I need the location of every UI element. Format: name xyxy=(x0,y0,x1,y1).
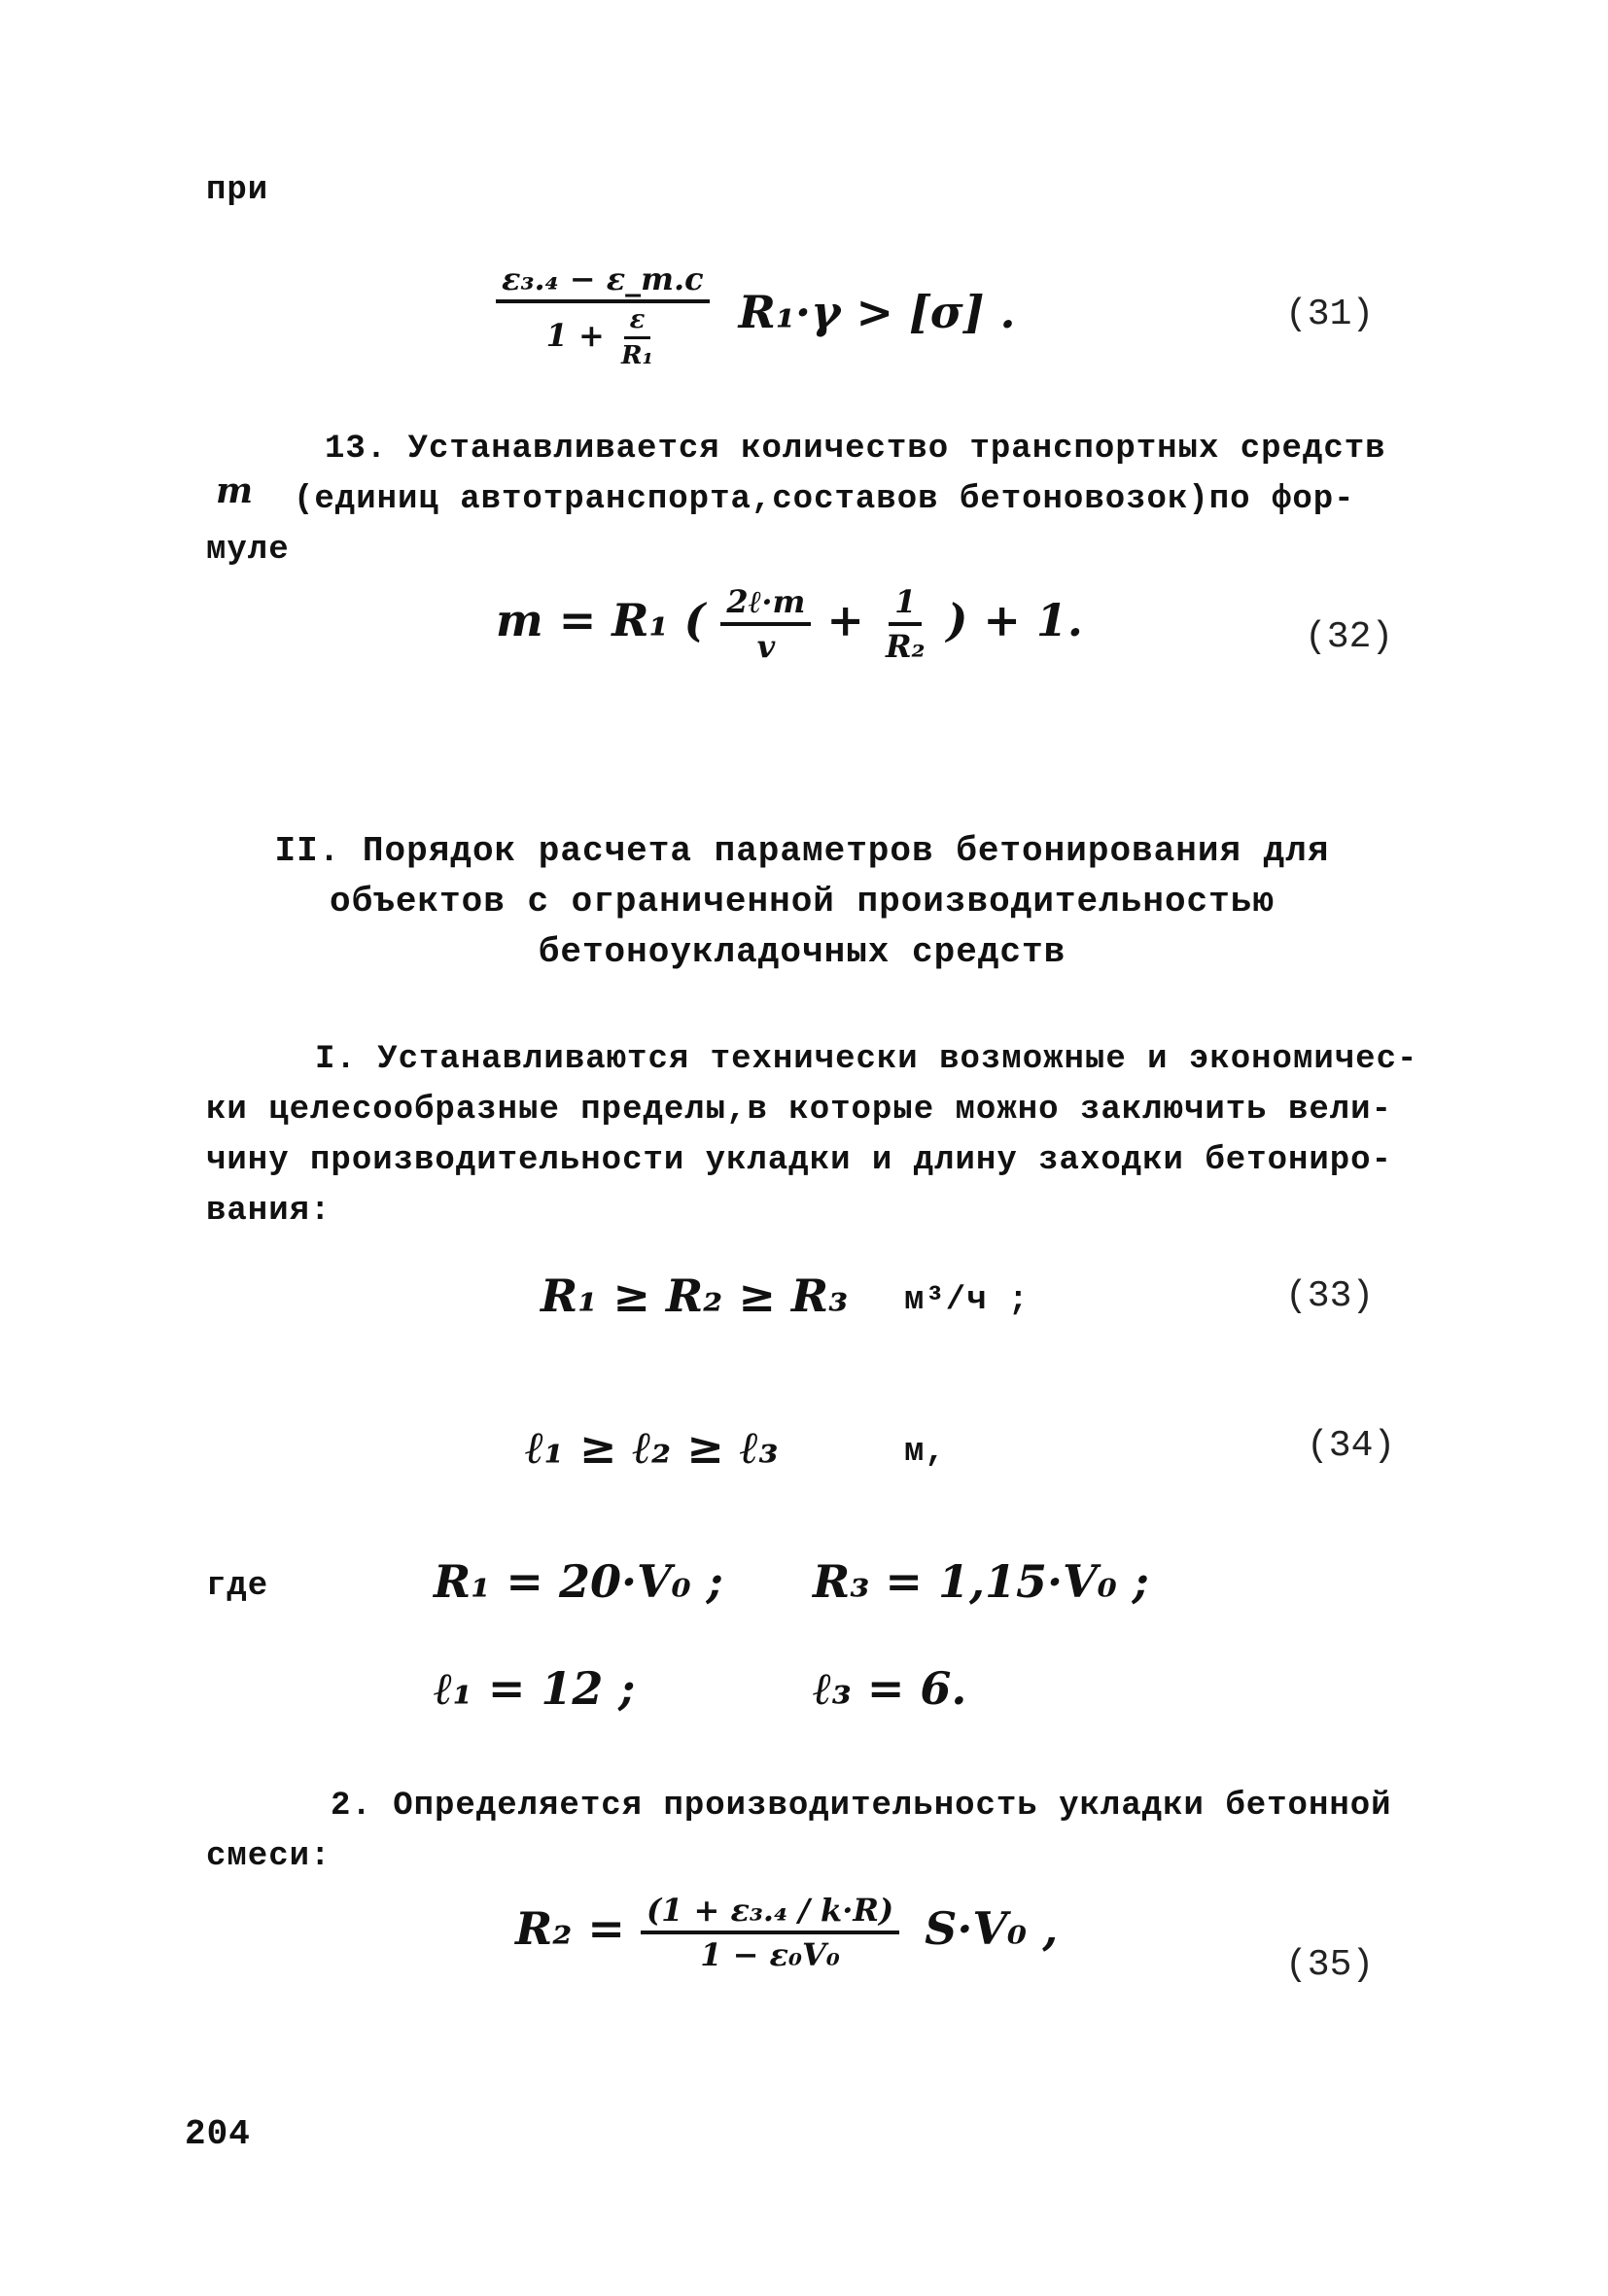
eq34-expression: ℓ₁ ≥ ℓ₂ ≥ ℓ₃ xyxy=(525,1421,779,1474)
paragraph-1 xyxy=(206,1034,1431,1236)
para2-line-1: 2. Определяется производительность укладки бетонной xyxy=(331,1788,1392,1825)
para13-line-3: муле xyxy=(206,532,290,569)
para2-line-2: смеси: xyxy=(206,1838,332,1875)
eq34-unit: м, xyxy=(904,1434,946,1471)
eq31-inner-num: ε xyxy=(624,305,651,339)
section2-line-2: объектов с ограниченной производительностью xyxy=(330,882,1275,922)
section2-line-3: бетоноукладочных средств xyxy=(538,932,1066,972)
eq32-frac1-den: v xyxy=(756,628,776,665)
eq33-unit: м³/ч ; xyxy=(904,1282,1030,1319)
eq32-frac2-den: R₂ xyxy=(885,628,926,665)
para13-line-1: 13. Устанавливается количество транспортных средств xyxy=(325,431,1386,468)
eq35-lead: R₂ = xyxy=(515,1902,625,1955)
where-label: где xyxy=(206,1568,269,1605)
eq33-expression: R₁ ≥ R₂ ≥ R₃ xyxy=(541,1270,849,1322)
eq34-number: (34) xyxy=(1307,1425,1396,1467)
para13-line-2: (единиц автотранспорта,составов бетоновозок)по фор- xyxy=(294,481,1355,518)
eq32-frac2-num: 1 xyxy=(889,583,922,626)
eq32-tail: ) + 1. xyxy=(946,594,1083,646)
eq32-frac1-num: 2ℓ·m xyxy=(720,583,811,626)
eq31-rest: R₁·γ > [σ] . xyxy=(738,285,1016,338)
eq35-den: 1 − ε₀V₀ xyxy=(700,1936,840,1973)
eq31-denominator xyxy=(541,303,665,370)
para1-line-3: чину производительности укладки и длину заходки бетониро- xyxy=(206,1142,1392,1179)
word-pri: при xyxy=(206,172,269,209)
eq35-num: (1 + ε₃.₄ / k·R) xyxy=(641,1892,899,1934)
eq33-number: (33) xyxy=(1285,1275,1375,1317)
para1-line-1: I. Устанавливаются технически возможные и экономичес- xyxy=(315,1041,1418,1078)
eq32-fraction-1 xyxy=(720,583,811,665)
para1-line-4: вания: xyxy=(206,1193,332,1230)
eq31-inner-den: R₁ xyxy=(621,341,653,370)
para13-margin-mark: m xyxy=(216,470,254,511)
section2-line-1: II. Порядок расчета параметров бетонирования для xyxy=(274,831,1330,871)
eq31-numerator: ε₃.₄ − ε_т.с xyxy=(496,261,710,303)
equation-35 xyxy=(515,1892,1058,1973)
eq32-lead: m = R₁ ( xyxy=(496,594,706,646)
eq32-number: (32) xyxy=(1305,616,1394,658)
para1-line-2: ки целесообразные пределы,в которые можно заключить вели- xyxy=(206,1092,1392,1129)
where-l3: ℓ₃ = 6. xyxy=(813,1662,967,1715)
paragraph-13 xyxy=(206,424,1421,575)
section-2-heading xyxy=(243,826,1361,978)
eq31-fraction xyxy=(496,261,710,370)
eq31-inner-fraction xyxy=(615,305,659,370)
where-r3: R₃ = 1,15·V₀ ; xyxy=(813,1555,1149,1608)
equation-32 xyxy=(496,583,1083,665)
equation-31 xyxy=(496,261,1015,370)
where-l1: ℓ₁ = 12 ; xyxy=(434,1662,636,1715)
eq35-tail: S·V₀ , xyxy=(925,1902,1059,1955)
page-number: 204 xyxy=(185,2114,251,2154)
paragraph-2 xyxy=(206,1781,1431,1882)
where-r1: R₁ = 20·V₀ ; xyxy=(434,1555,723,1608)
eq31-number: (31) xyxy=(1285,294,1375,335)
eq32-plus: + xyxy=(826,594,864,646)
eq32-fraction-2 xyxy=(880,583,931,665)
eq35-number: (35) xyxy=(1285,1944,1375,1986)
eq35-fraction xyxy=(641,1892,899,1973)
eq31-den-lead: 1 + xyxy=(545,317,605,354)
